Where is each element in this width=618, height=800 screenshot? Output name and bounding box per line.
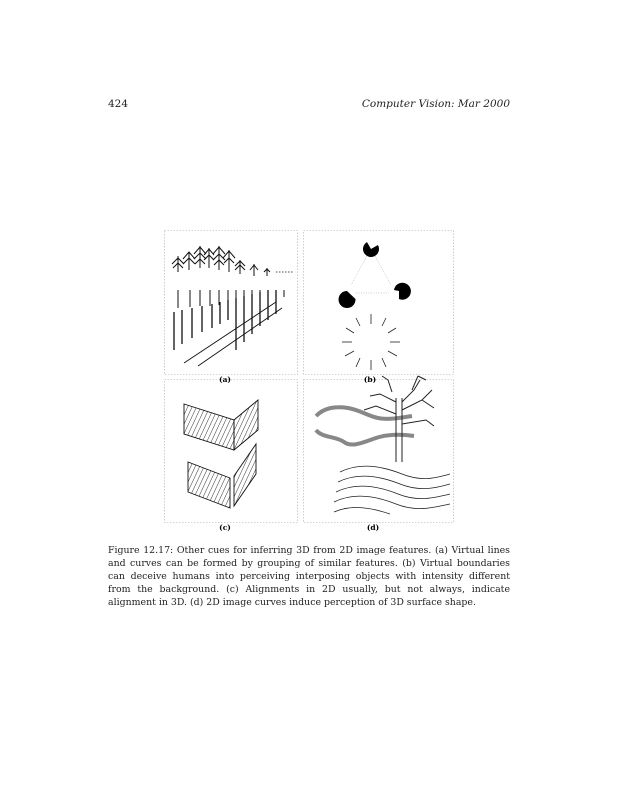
panel-d-label: (d) xyxy=(366,523,380,532)
running-title: Computer Vision: Mar 2000 xyxy=(361,98,510,110)
page-number: 424 xyxy=(108,98,129,110)
illusory-circle-rays xyxy=(342,314,400,370)
virtual-triangle xyxy=(351,256,391,293)
shaded-branch-top xyxy=(316,407,412,419)
pacman-right xyxy=(394,283,411,300)
figure-drawing xyxy=(164,230,454,532)
surface-curves xyxy=(334,466,450,514)
panel-c-label: (c) xyxy=(219,523,231,532)
plane-upper-right xyxy=(234,400,258,450)
plane-upper-left xyxy=(184,404,234,450)
shaded-branch-bottom xyxy=(316,430,414,445)
figure-12-17 xyxy=(164,230,454,532)
panel-d-drawing xyxy=(316,376,450,514)
plane-lower-left xyxy=(188,462,230,508)
plane-lower-right xyxy=(234,444,256,506)
panel-c-drawing xyxy=(184,400,258,508)
panel-b-label: (b) xyxy=(363,375,377,384)
panel-b-drawing xyxy=(339,238,411,370)
road-lines xyxy=(184,302,282,366)
figure-caption: Figure 12.17: Other cues for inferring 3D from 2D image features. (a) Virtual lines and curves can be formed by grouping of similar features. (b) Virtual boundaries can deceive humans into perceiving interposing objects with intensity different from the background. (c) Alignments in 2D usually, but not always, indicate alignment in 3D. (d) 2D image curves induce perception of 3D surface shape. xyxy=(108,545,510,608)
tree-row xyxy=(172,246,294,276)
pacman-left xyxy=(339,291,356,308)
fence-posts-front xyxy=(174,290,276,350)
panel-a-drawing xyxy=(172,246,294,366)
pacman-top xyxy=(360,238,382,260)
panel-a-label: (a) xyxy=(219,375,231,384)
